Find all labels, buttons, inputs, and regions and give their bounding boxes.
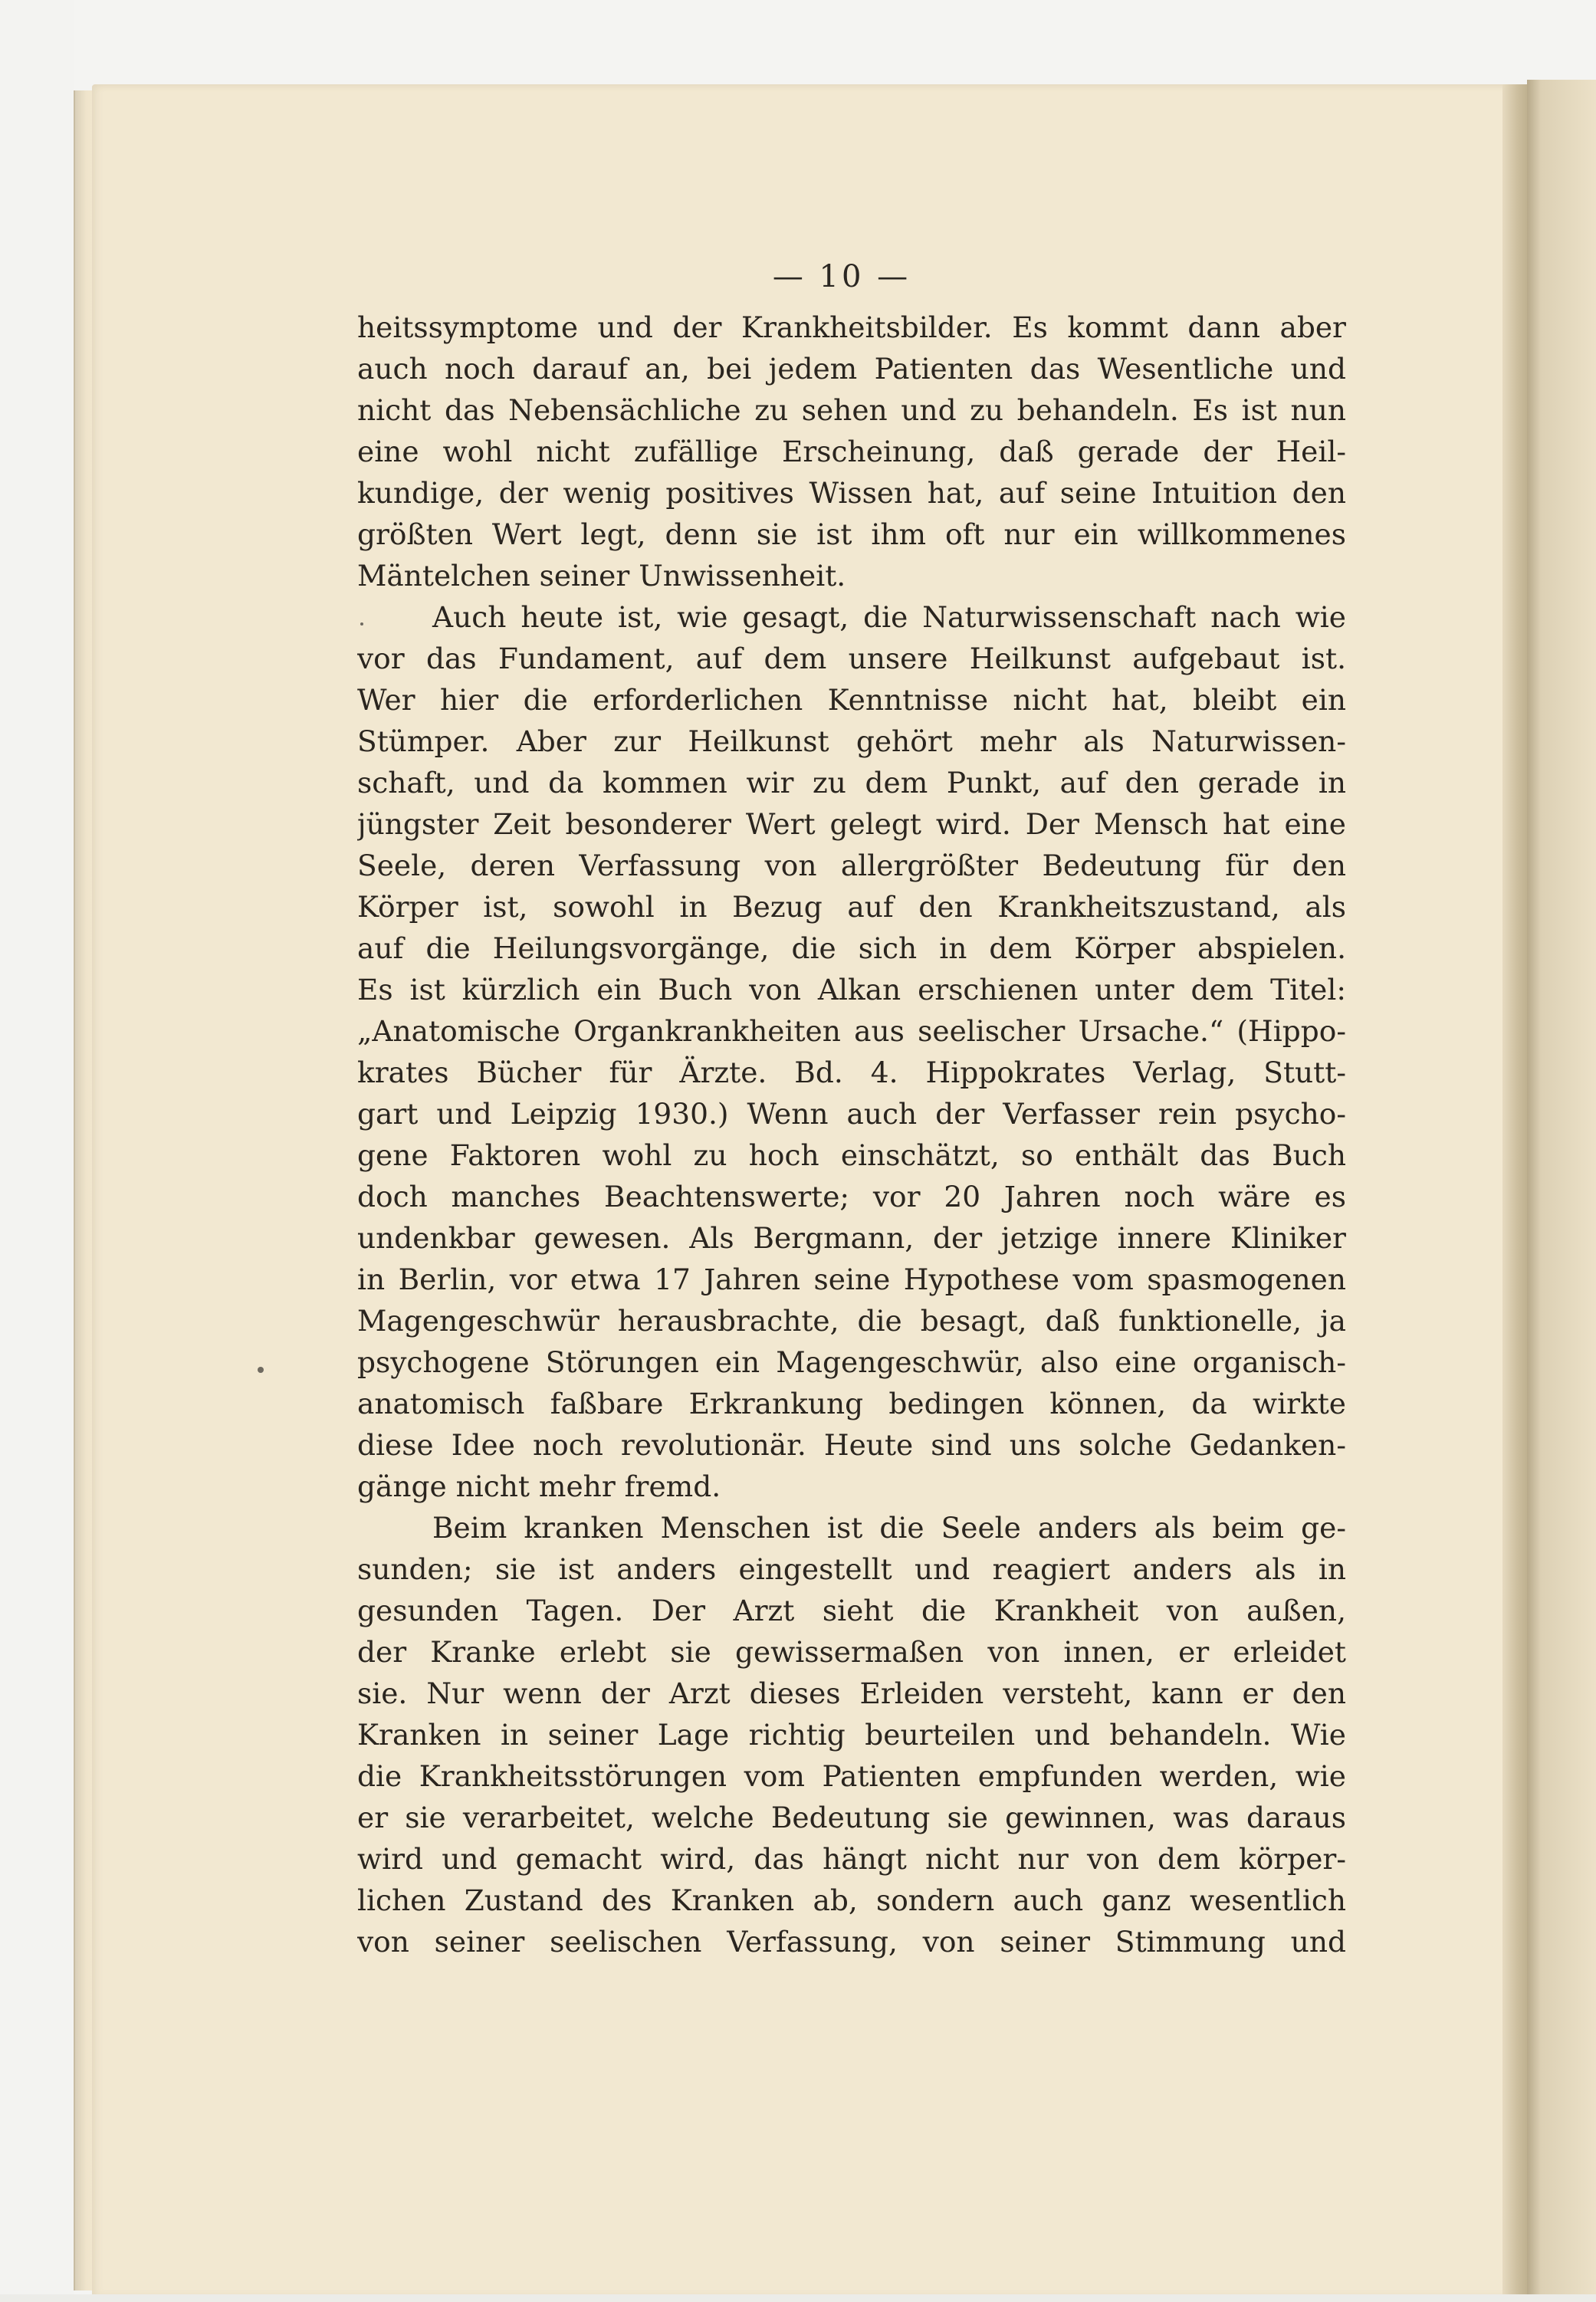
dust-speck bbox=[258, 1367, 264, 1373]
text-line: sie. Nur wenn der Arzt dieses Erleiden versteht, kann er den bbox=[357, 1676, 1346, 1710]
text-line: vor das Fundament, auf dem unsere Heilkunst aufgebaut ist. bbox=[357, 642, 1346, 675]
text-line: eine wohl nicht zufällige Erscheinung, daß gerade der Heil- bbox=[357, 435, 1346, 468]
text-line: „Anatomische Organkrankheiten aus seelischer Ursache.“ (Hippo- bbox=[357, 1014, 1346, 1048]
text-line: diese Idee noch revolutionär. Heute sind uns solche Gedanken- bbox=[357, 1428, 1346, 1462]
text-line: lichen Zustand des Kranken ab, sondern auch ganz wesentlich bbox=[357, 1883, 1346, 1917]
text-line: Beim kranken Menschen ist die Seele anders als beim ge- bbox=[432, 1511, 1346, 1545]
text-line: krates Bücher für Ärzte. Bd. 4. Hippokrates Verlag, Stutt- bbox=[357, 1056, 1346, 1089]
text-line: Auch heute ist, wie gesagt, die Naturwissenschaft nach wie bbox=[432, 600, 1346, 634]
text-line: auch noch darauf an, bei jedem Patienten das Wesentliche und bbox=[357, 352, 1346, 386]
text-line: die Krankheitsstörungen vom Patienten empfunden werden, wie bbox=[357, 1759, 1346, 1793]
scan-background-left bbox=[0, 0, 74, 2302]
text-line: Wer hier die erforderlichen Kenntnisse nicht hat, bleibt ein bbox=[357, 683, 1346, 717]
text-line: jüngster Zeit besonderer Wert gelegt wird. Der Mensch hat eine bbox=[357, 807, 1346, 841]
page-number: — 10 — bbox=[772, 259, 911, 294]
scan-background-bottom bbox=[0, 2294, 1596, 2302]
text-line: der Kranke erlebt sie gewissermaßen von innen, er erleidet bbox=[357, 1635, 1346, 1669]
text-line: sunden; sie ist anders eingestellt und reagiert anders als in bbox=[357, 1552, 1346, 1586]
text-line: von seiner seelischen Verfassung, von seiner Stimmung und bbox=[357, 1925, 1346, 1959]
text-line: gänge nicht mehr fremd. bbox=[357, 1470, 721, 1503]
text-line: Körper ist, sowohl in Bezug auf den Krankheitszustand, als bbox=[357, 890, 1346, 924]
text-line: gesunden Tagen. Der Arzt sieht die Krankheit von außen, bbox=[357, 1594, 1346, 1627]
text-line: undenkbar gewesen. Als Bergmann, der jetzige innere Kliniker bbox=[357, 1221, 1346, 1255]
text-line: in Berlin, vor etwa 17 Jahren seine Hypothese vom spasmogenen bbox=[357, 1263, 1346, 1296]
text-line: Seele, deren Verfassung von allergrößter Bedeutung für den bbox=[357, 849, 1346, 882]
text-line: anatomisch faßbare Erkrankung bedingen können, da wirkte bbox=[357, 1387, 1346, 1420]
text-line: gart und Leipzig 1930.) Wenn auch der Verfasser rein psycho- bbox=[357, 1097, 1346, 1131]
text-line: Mäntelchen seiner Unwissenheit. bbox=[357, 559, 846, 593]
text-line: Stümper. Aber zur Heilkunst gehört mehr als Naturwissen- bbox=[357, 724, 1346, 758]
text-line: Magengeschwür herausbrachte, die besagt, daß funktionelle, ja bbox=[357, 1304, 1346, 1338]
body-text bbox=[357, 307, 1346, 1962]
text-line: kundige, der wenig positives Wissen hat, auf seine Intuition den bbox=[357, 476, 1346, 510]
text-line: doch manches Beachtenswerte; vor 20 Jahren noch wäre es bbox=[357, 1180, 1346, 1213]
text-line: auf die Heilungsvorgänge, die sich in dem Körper abspielen. bbox=[357, 931, 1346, 965]
text-line: wird und gemacht wird, das hängt nicht nur von dem körper- bbox=[357, 1842, 1346, 1876]
text-line: heitssymptome und der Krankheitsbilder. Es kommt dann aber bbox=[357, 310, 1346, 344]
text-line: gene Faktoren wohl zu hoch einschätzt, so enthält das Buch bbox=[357, 1138, 1346, 1172]
text-line: Es ist kürzlich ein Buch von Alkan erschienen unter dem Titel: bbox=[357, 973, 1346, 1007]
text-line: größten Wert legt, denn sie ist ihm oft nur ein willkommenes bbox=[357, 517, 1346, 551]
page-gutter-right bbox=[1502, 84, 1527, 2296]
text-line: schaft, und da kommen wir zu dem Punkt, auf den gerade in bbox=[357, 766, 1346, 800]
text-line: nicht das Nebensächliche zu sehen und zu behandeln. Es ist nun bbox=[357, 393, 1346, 427]
text-line: Kranken in seiner Lage richtig beurteilen und behandeln. Wie bbox=[357, 1718, 1346, 1752]
text-line: er sie verarbeitet, welche Bedeutung sie gewinnen, was daraus bbox=[357, 1801, 1346, 1834]
text-line: psychogene Störungen ein Magengeschwür, also eine organisch- bbox=[357, 1345, 1346, 1379]
adjacent-page-edge bbox=[1527, 80, 1596, 2302]
